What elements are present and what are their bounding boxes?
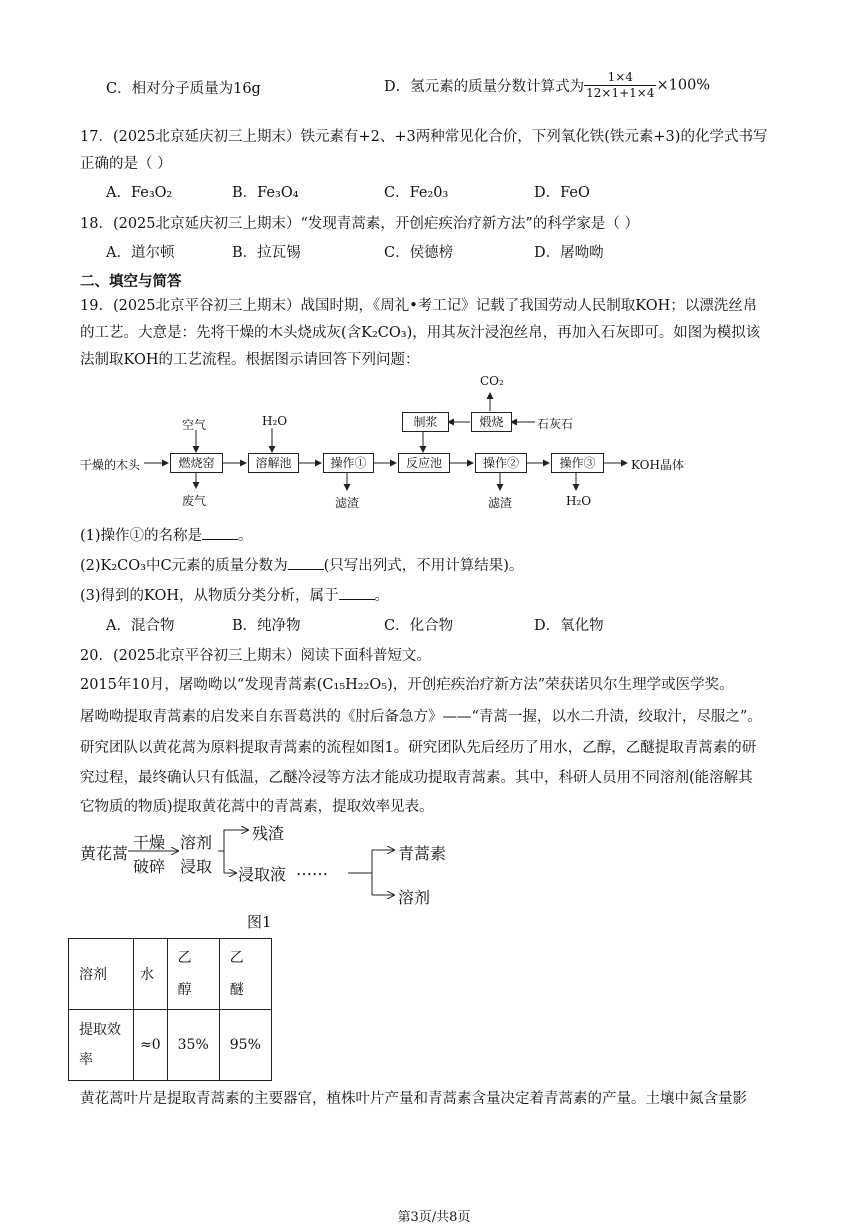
q18-option-b: B．拉瓦锡: [232, 245, 301, 261]
figure1-arrows: [0, 815, 868, 915]
section-title: 二、填空与简答: [80, 273, 182, 290]
q16-fraction: [584, 70, 656, 101]
q18-option-d: D．屠呦呦: [534, 245, 604, 261]
fraction-denominator: 12×1+1×4: [586, 86, 655, 100]
q19-sub1-end: 。: [238, 528, 253, 544]
q19-option-d: D．氧化物: [534, 618, 604, 634]
q19-sub2-text: (2)K₂CO₃中C元素的质量分数为: [80, 558, 288, 574]
answer-blank-2[interactable]: [288, 555, 324, 570]
q19-sub2: [80, 554, 523, 575]
flow-op3-box: 操作③: [551, 453, 604, 473]
fig1-step2-bottom: 浸取: [180, 857, 213, 876]
fraction-numerator: 1×4: [584, 70, 656, 86]
flow-limestone-label: 石灰石: [537, 417, 574, 431]
flow-residue2-label: 滤渣: [488, 496, 513, 510]
flow-water-out-label: H₂O: [566, 494, 592, 508]
flow-dissolve-box: 溶解池: [248, 453, 299, 473]
flow-start-label: 干燥的木头: [80, 458, 141, 472]
q20-line5: 究过程，最终确认只有低温，乙醚冷浸等方法才能成功提取青蒿素。其中，科研人员用不同溶剂(能溶解其: [80, 770, 753, 786]
q20-line3: 屠呦呦提取青蒿素的启发来自东晋葛洪的《肘后备急方》——“青蒿一握，以水二升渍，绞取汁，尽服之”。: [80, 709, 762, 725]
table-cell: 乙 醇: [167, 939, 219, 1010]
flow-op2-box: 操作②: [475, 453, 527, 473]
q17-stem-line2: 正确的是（ ）: [80, 156, 172, 172]
fig1-step2-top: 溶剂: [180, 833, 213, 852]
q17-option-a: A．Fe₃O₂: [106, 185, 173, 201]
q16-option-c: C．相对分子质量为16g: [106, 81, 261, 97]
fig1-output-solvent: 溶剂: [398, 888, 431, 907]
q19-sub1: [80, 524, 253, 545]
flow-co2-label: CO₂: [480, 374, 504, 388]
process-flow-arrows: [0, 370, 868, 520]
q19-sub3: [80, 584, 389, 605]
q19-line1: 19．(2025北京平谷初三上期末）战国时期，《周礼•考工记》记载了我国劳动人民制取KOH；以漂洗丝帛: [80, 298, 758, 314]
q19-line3: 法制取KOH的工艺流程。根据图示请回答下列问题：: [80, 352, 420, 368]
flow-air-label: 空气: [182, 418, 207, 432]
solvent-efficiency-table: [68, 938, 272, 1081]
table-cell: 95%: [219, 1010, 271, 1081]
q18-option-a: A．道尔顿: [106, 245, 175, 261]
fig1-step1-top: 干燥: [133, 833, 166, 852]
flow-calcine-box: 煅烧: [471, 412, 512, 432]
q19-line2: 的工艺。大意是：先将干燥的木头烧成灰(含K₂CO₃)，用其灰汁浸泡丝帛，再加入石灰即可。如图为模拟该: [80, 325, 761, 341]
q19-sub3-end: 。: [374, 588, 390, 604]
flow-furnace-box: 燃烧窑: [170, 453, 223, 473]
fig1-residue: 残渣: [252, 824, 285, 843]
q17-option-b: B．Fe₃O₄: [232, 185, 299, 201]
q16-option-d: [384, 70, 710, 101]
table-cell: 35%: [167, 1010, 219, 1081]
fig1-caption: 图1: [247, 913, 272, 931]
q20-last-line: 黄花蒿叶片是提取青蒿素的主要器官，植株叶片产量和青蒿素含量决定着青蒿素的产量。土壤中氮含量影: [80, 1091, 747, 1107]
table-row: [69, 1010, 272, 1081]
fig1-step1-bottom: 破碎: [133, 857, 166, 876]
q19-option-a: A．混合物: [106, 618, 175, 634]
fig1-dots: ……: [296, 860, 328, 879]
flow-exhaust-label: 废气: [182, 494, 207, 508]
fig1-start: 黄花蒿: [80, 844, 129, 863]
answer-blank-3[interactable]: [339, 585, 375, 600]
q19-sub3-text: (3)得到的KOH，从物质分类分析，属于: [80, 588, 339, 604]
flow-product-label: KOH晶体: [631, 458, 684, 472]
q19-sub2-end: (只写出列式，不用计算结果)。: [323, 558, 524, 574]
q20-line4: 研究团队以黄花蒿为原料提取青蒿素的流程如图1。研究团队先后经历了用水，乙醇，乙醚提取青蒿素的研: [80, 740, 757, 756]
q16-option-d-suffix: ×100%: [656, 77, 711, 94]
flow-op1-box: 操作①: [323, 453, 374, 473]
q20-line1: 20．(2025北京平谷初三上期末）阅读下面科普短文。: [80, 648, 432, 664]
q16-option-d-prefix: D．氢元素的质量分数计算式为: [384, 79, 585, 95]
q18-stem: 18．(2025北京延庆初三上期末）“发现青蒿素，开创疟疾治疗新方法”的科学家是（ ）: [80, 216, 639, 232]
q19-sub1-text: (1)操作①的名称是: [80, 528, 203, 544]
fig1-output-artemisinin: 青蒿素: [398, 844, 447, 863]
q20-line2: 2015年10月，屠呦呦以“发现青蒿素(C₁₅H₂₂O₅)，开创疟疾治疗新方法”荣获诺贝尔生理学或医学奖。: [80, 677, 734, 693]
table-cell: 提取效 率: [69, 1010, 134, 1081]
q20-line6: 它物质的物质)提取黄花蒿中的青蒿素，提取效率见表。: [80, 799, 434, 815]
table-cell: 溶剂: [69, 939, 134, 1010]
q19-option-b: B．纯净物: [232, 618, 301, 634]
table-cell: 水: [134, 939, 168, 1010]
fig1-extract: 浸取液: [238, 865, 287, 884]
q17-option-c: C．Fe₂0₃: [384, 185, 449, 201]
q17-option-d: D．FeO: [534, 185, 590, 201]
table-cell: 乙 醚: [219, 939, 271, 1010]
table-row: [69, 939, 272, 1010]
q18-option-c: C．侯德榜: [384, 245, 454, 261]
flow-reactor-box: 反应池: [398, 453, 450, 473]
page-number: 第3页/共8页: [397, 1210, 471, 1225]
flow-slurry-box: 制浆: [402, 412, 449, 432]
answer-blank-1[interactable]: [202, 525, 238, 540]
flow-water-in-label: H₂O: [262, 414, 288, 428]
q17-stem-line1: 17．(2025北京延庆初三上期末）铁元素有+2、+3两种常见化合价，下列氧化铁(铁元素+3)的化学式书写: [80, 129, 768, 145]
table-cell: ≈0: [134, 1010, 168, 1081]
q19-option-c: C．化合物: [384, 618, 454, 634]
flow-residue1-label: 滤渣: [335, 496, 360, 510]
